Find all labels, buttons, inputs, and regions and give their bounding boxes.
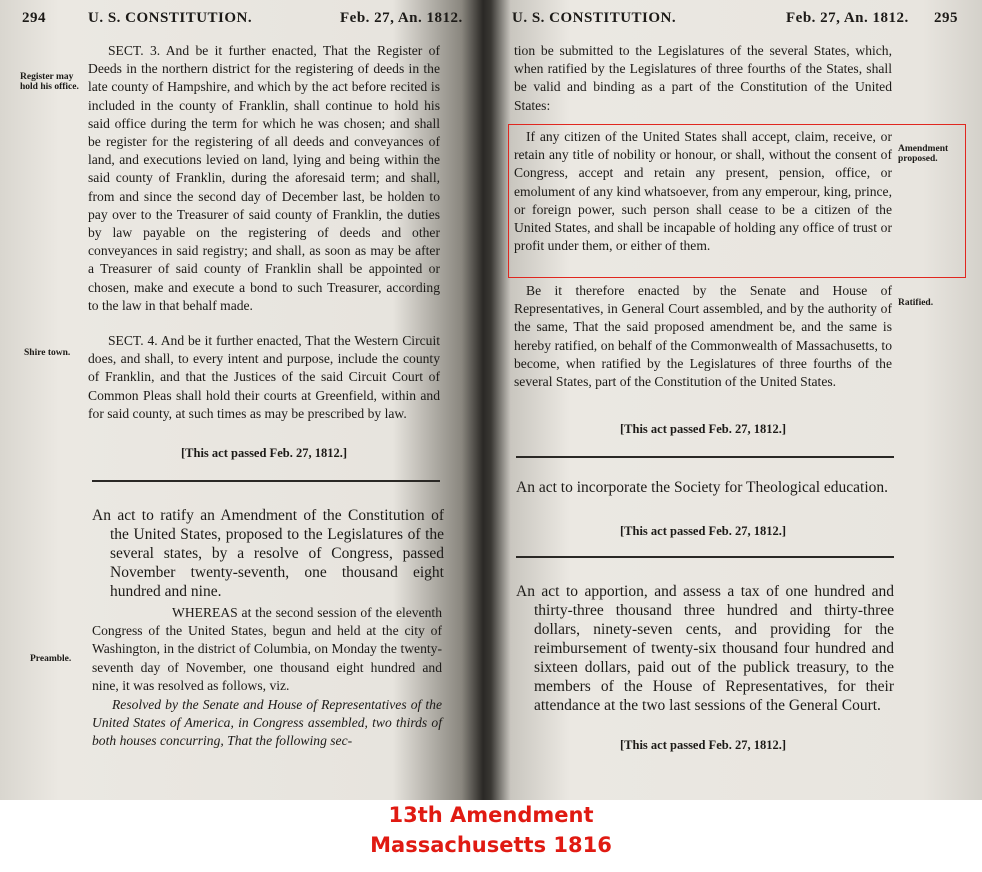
passed-note-right-3: [This act passed Feb. 27, 1812.] <box>620 738 786 752</box>
act-title-ratify: An act to ratify an Amendment of the Constitution of the United States, proposed to the Legislatures of the several states, by a resolve of Congress, passed November twenty-seventh, one thousand eight hundred and nine. <box>92 507 444 600</box>
page-number-left: 294 <box>22 10 46 26</box>
divider-right-2 <box>516 556 894 558</box>
passed-note-right-1: [This act passed Feb. 27, 1812.] <box>620 422 786 436</box>
divider-left <box>92 480 440 482</box>
section-3: SECT. 3. And be it further enacted, That the Register of Deeds in the northern district for the registering of deeds in the late county of Hampshire, and which by the act before recited is included in the county of Franklin, shall continue to hold his said office during the term for which he was chosen; and shall be register for the registering of all deeds and conveyances of land, and executions levied on land, lying and being within the said county of Franklin, during the aforesaid term; and shall, from and since the second day of December last, be holden to pay over to the Treasurer of said county of Franklin, the duties by law payable on the registering of deeds and other conveyances in said registry; and shall, as soon as may be after a Treasurer of said county of Franklin shall be appointed or chosen, make and execute a bond to such Treasurer, according to the law in that behalf made. <box>88 43 440 313</box>
margin-note-preamble: Preamble. <box>30 654 72 664</box>
margin-note-register: Register may hold his office. <box>20 72 79 92</box>
caption-line-1: 13th Amendment <box>388 803 594 827</box>
date-head-left: Feb. 27, An. 1812. <box>340 10 463 26</box>
act-title-tax: An act to apportion, and assess a tax of one hundred and thirty-three thousand three hundred and thirty-three dollars, ninety-seven cents, and providing for the reimbursement of twenty-six thousand four hundred and sixteen dollars, paid out of the publick treasury, to the members of the House of Representatives, for their attendance at the two last sessions of the General Court. <box>516 583 894 714</box>
margin-note-ratified: Ratified. <box>898 298 934 308</box>
divider-right-1 <box>516 456 894 458</box>
running-head-right: U. S. CONSTITUTION. <box>512 10 677 26</box>
right-page <box>496 0 982 800</box>
passed-note-right-2: [This act passed Feb. 27, 1812.] <box>620 524 786 538</box>
margin-note-amendment-proposed: Amendment proposed. <box>898 144 949 164</box>
left-page <box>0 0 486 800</box>
continuation-paragraph: tion be submitted to the Legislatures of the several States, which, when ratified by the Legislatures of three fourths of the States, shall be valid and binding as a part of the Constitution of the United States: <box>514 43 892 113</box>
passed-note-left: [This act passed Feb. 27, 1812.] <box>181 446 347 460</box>
amendment-text: If any citizen of the United States shall accept, claim, receive, or retain any title of nobility or honour, or shall, without the consent of Congress, accept and retain any present, pension, office, or emolument of any kind whatsoever, from any emperour, king, prince, or foreign power, such person shall cease to be a citizen of the United States, and shall be incapable of holding any office of trust or profit under them, or either of them. <box>514 129 892 254</box>
margin-note-shire-town: Shire town. <box>24 348 71 358</box>
page-number-right: 295 <box>934 10 958 26</box>
whereas-paragraph: WHEREAS at the second session of the eleventh Congress of the United States, begun and held at the city of Washington, in the district of Columbia, on Monday the twenty-seventh day of November, one thousand eight hundred and nine, it was resolved as follows, viz. <box>92 605 442 693</box>
running-head-left: U. S. CONSTITUTION. <box>88 10 253 26</box>
act-title-theological: An act to incorporate the Society for Theological education. <box>516 479 889 496</box>
section-4: SECT. 4. And be it further enacted, That the Western Circuit does, and shall, to every intent and purpose, include the county of Franklin, and that the Justices of the said Circuit Court of Common Pleas shall hold their courts at Greenfield, within and for said county, at such times as may be prescribed by law. <box>88 333 440 421</box>
enacted-paragraph: Be it therefore enacted by the Senate and House of Representatives, in General Court assembled, and by the authority of the same, That the said proposed amendment be, and the same is hereby ratified, on behalf of the Commonwealth of Massachusetts, to become, when ratified by the Legislatures of three fourths of the several States, part of the Constitution of the United States. <box>514 283 892 390</box>
date-head-right: Feb. 27, An. 1812. <box>786 10 909 26</box>
caption-line-2: Massachusetts 1816 <box>370 833 612 857</box>
resolved-paragraph: Resolved by the Senate and House of Representatives of the United States of America, in Congress assembled, two thirds of both houses concurring, That the following sec- <box>92 697 442 749</box>
